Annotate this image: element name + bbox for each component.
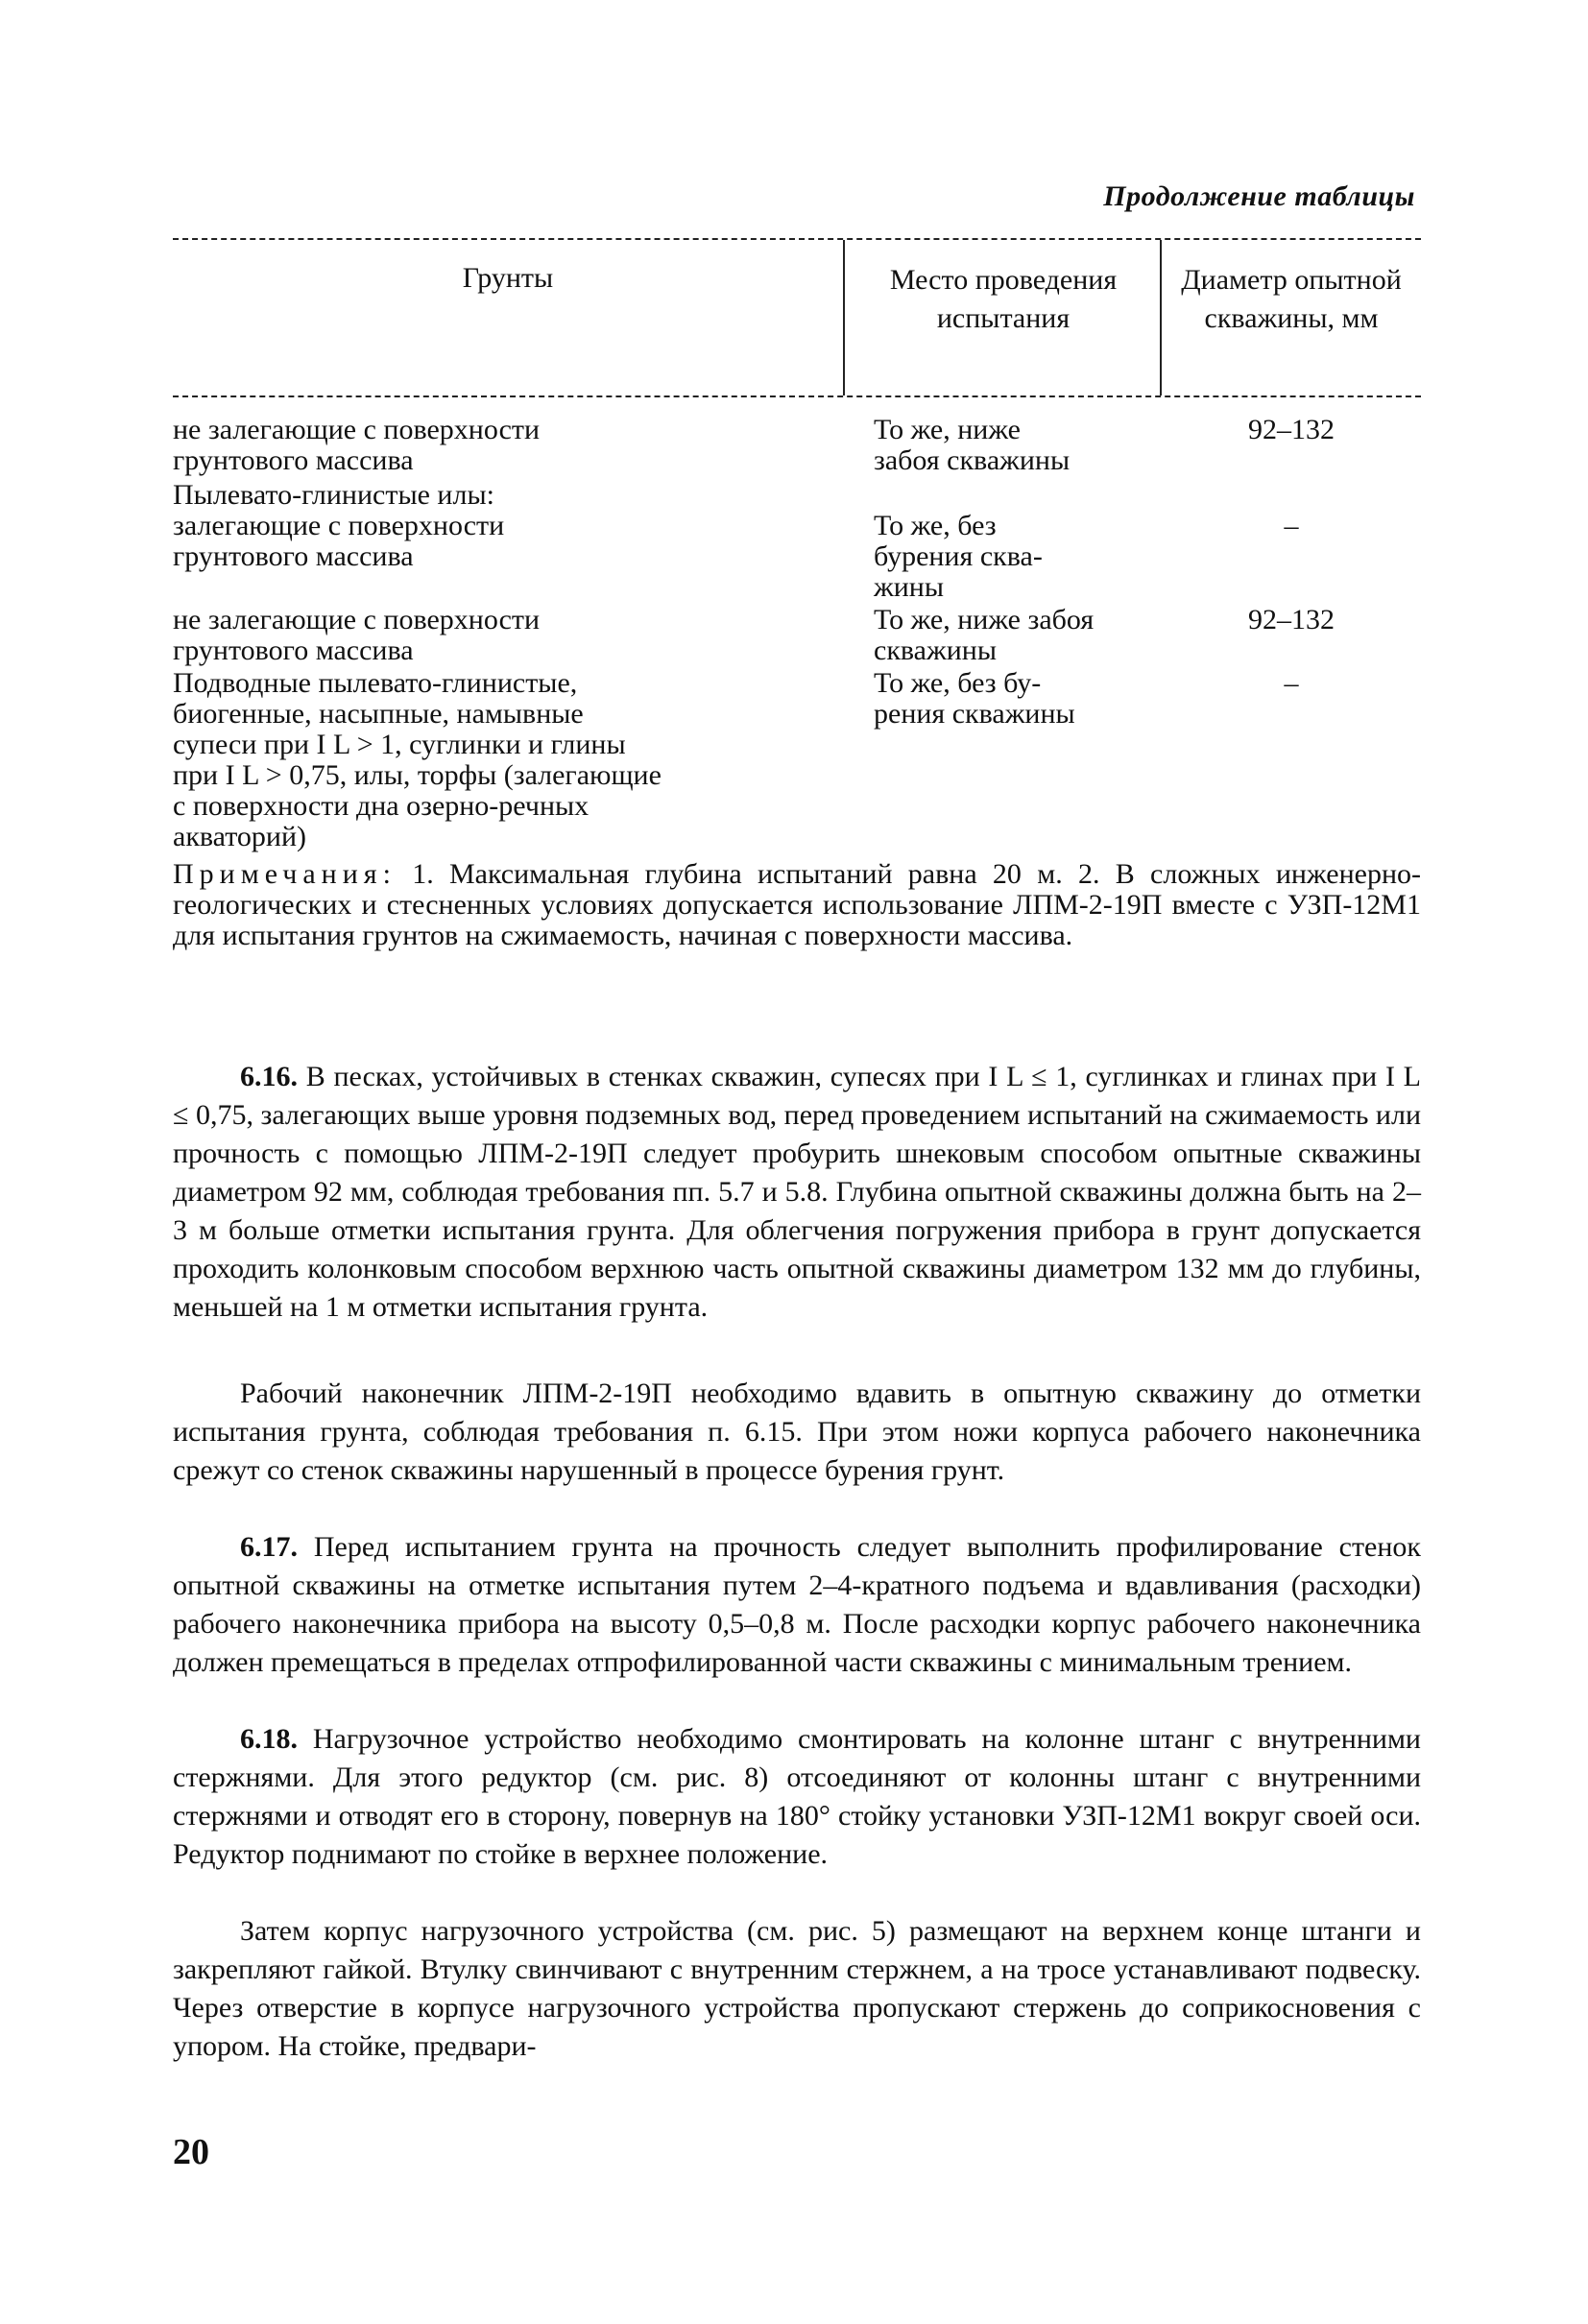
paragraph-number: 6.16.: [240, 1061, 298, 1092]
table-row-2-place: То же, без бурения сква- жины: [874, 510, 1043, 603]
paragraph-number: 6.17.: [240, 1531, 298, 1563]
paragraph-load-device: [173, 1912, 1421, 2066]
paragraph-text: Нагрузочное устройство необходимо смонтировать на колонне штанг с внутренними стержнями. Для этого редуктор (см. рис. 8) отсоединяют от колонны штанг с внутренними стержнями и отводят его в сторону, повернув на 180° стойку установки УЗП-12М1 вокруг своей оси. Редуктор поднимают по стойке в верхнее положение.: [173, 1723, 1421, 1870]
table-header-soils: Грунты: [462, 262, 554, 294]
notes-text: 1. Максимальная глубина испытаний равна 20 м. 2. В сложных инженерно-геологических и стесненных условиях допускается использование ЛПМ-2-19П вместе с УЗП-12М1 для испытания грунтов на сжимаемость, начиная с поверхности массива.: [173, 858, 1421, 951]
table-row-1-diameter: 92–132: [1248, 414, 1335, 445]
paragraph-text: Затем корпус нагрузочного устройства (см. рис. 5) размещают на верхнем конце штанги и закрепляют гайкой. Втулку свинчивают с внутренним стержнем, а на тросе устанавливают подвеску. Через отверстие в корпусе нагрузочного устройства пропускают стержень до соприкосновения с упором. На стойке, предвари-: [173, 1915, 1421, 2062]
table-row-3-diameter: 92–132: [1248, 604, 1335, 635]
table-row-3-place: То же, ниже забоя скважины: [874, 604, 1095, 666]
paragraph-text: В песках, устойчивых в стенках скважин, супесях при I L ≤ 1, суглинках и глинах при I L ≤ 0,75, залегающих выше уровня подземных вод, перед проведением испытаний на сжимаемость или прочность с помощью ЛПМ-2-19П следует пробурить шнековым способом опытные скважины диаметром 92 мм, соблюдая требования пп. 5.7 и 5.8. Глубина опытной скважины должна быть на 2–3 м больше отметки испытания грунта. Для облегчения погружения прибора в грунт допускается проходить колонковым способом верхнюю часть опытной скважины диаметром 132 мм до глубины, меньшей на 1 м отметки испытания грунта.: [173, 1061, 1422, 1323]
paragraph-number: 6.18.: [240, 1723, 298, 1755]
paragraph-6-16: [173, 1058, 1421, 1327]
table-row-2-diameter: –: [1284, 510, 1299, 541]
paragraph-working-tip: [173, 1375, 1421, 1490]
paragraph-6-17: [173, 1528, 1421, 1682]
table-notes: [173, 859, 1421, 951]
paragraph-text: Рабочий наконечник ЛПМ-2-19П необходимо вдавить в опытную скважину до отметки испытания грунта, соблюдая требования п. 6.15. При этом ножи корпуса рабочего наконечника срежут со стенок скважины нарушенный в процессе бурения грунт.: [173, 1378, 1421, 1486]
table-header-borehole-diameter: Диаметр опытной скважины, мм: [1181, 264, 1402, 334]
table-top-rule: [173, 238, 1421, 240]
page-number: 20: [173, 2132, 209, 2172]
table-row-3-soil: не залегающие с поверхности грунтового массива: [173, 604, 541, 666]
table-row-4-place: То же, без бу- рения скважины: [874, 667, 1075, 730]
paragraph-text: Перед испытанием грунта на прочность следует выполнить профилирование стенок опытной скважины на отметке испытания путем 2–4-кратного подъема и вдавливания (расходки) рабочего наконечника прибора на высоту 0,5–0,8 м. После расходки корпус рабочего наконечника должен премещаться в пределах отпрофилированной части скважины с минимальным трением.: [173, 1531, 1421, 1678]
table-row-2-soil: Пылевато-глинистые илы: залегающие с поверхности грунтового массива: [173, 479, 505, 572]
table-header-test-location: Место проведения испытания: [889, 264, 1118, 334]
table-column-divider-2: [1160, 240, 1162, 395]
table-row-4-diameter: –: [1284, 667, 1299, 699]
paragraph-6-18: [173, 1720, 1421, 1874]
table-row-4-soil: Подводные пылевато-глинистые, биогенные, насыпные, намывные супеси при I L > 1, суглинки и глины при I L > 0,75, илы, торфы (залегающие с поверхности дна озерно-речных акваторий): [173, 667, 662, 852]
table-row-1-place: То же, ниже забоя скважины: [874, 414, 1071, 476]
table-row-1-soil: не залегающие с поверхности грунтового массива: [173, 414, 541, 476]
table-column-divider-1: [843, 240, 845, 395]
notes-label: Примечания:: [173, 858, 397, 890]
table-continuation-caption: Продолжение таблицы: [1103, 180, 1415, 212]
table-header-rule: [173, 395, 1421, 397]
